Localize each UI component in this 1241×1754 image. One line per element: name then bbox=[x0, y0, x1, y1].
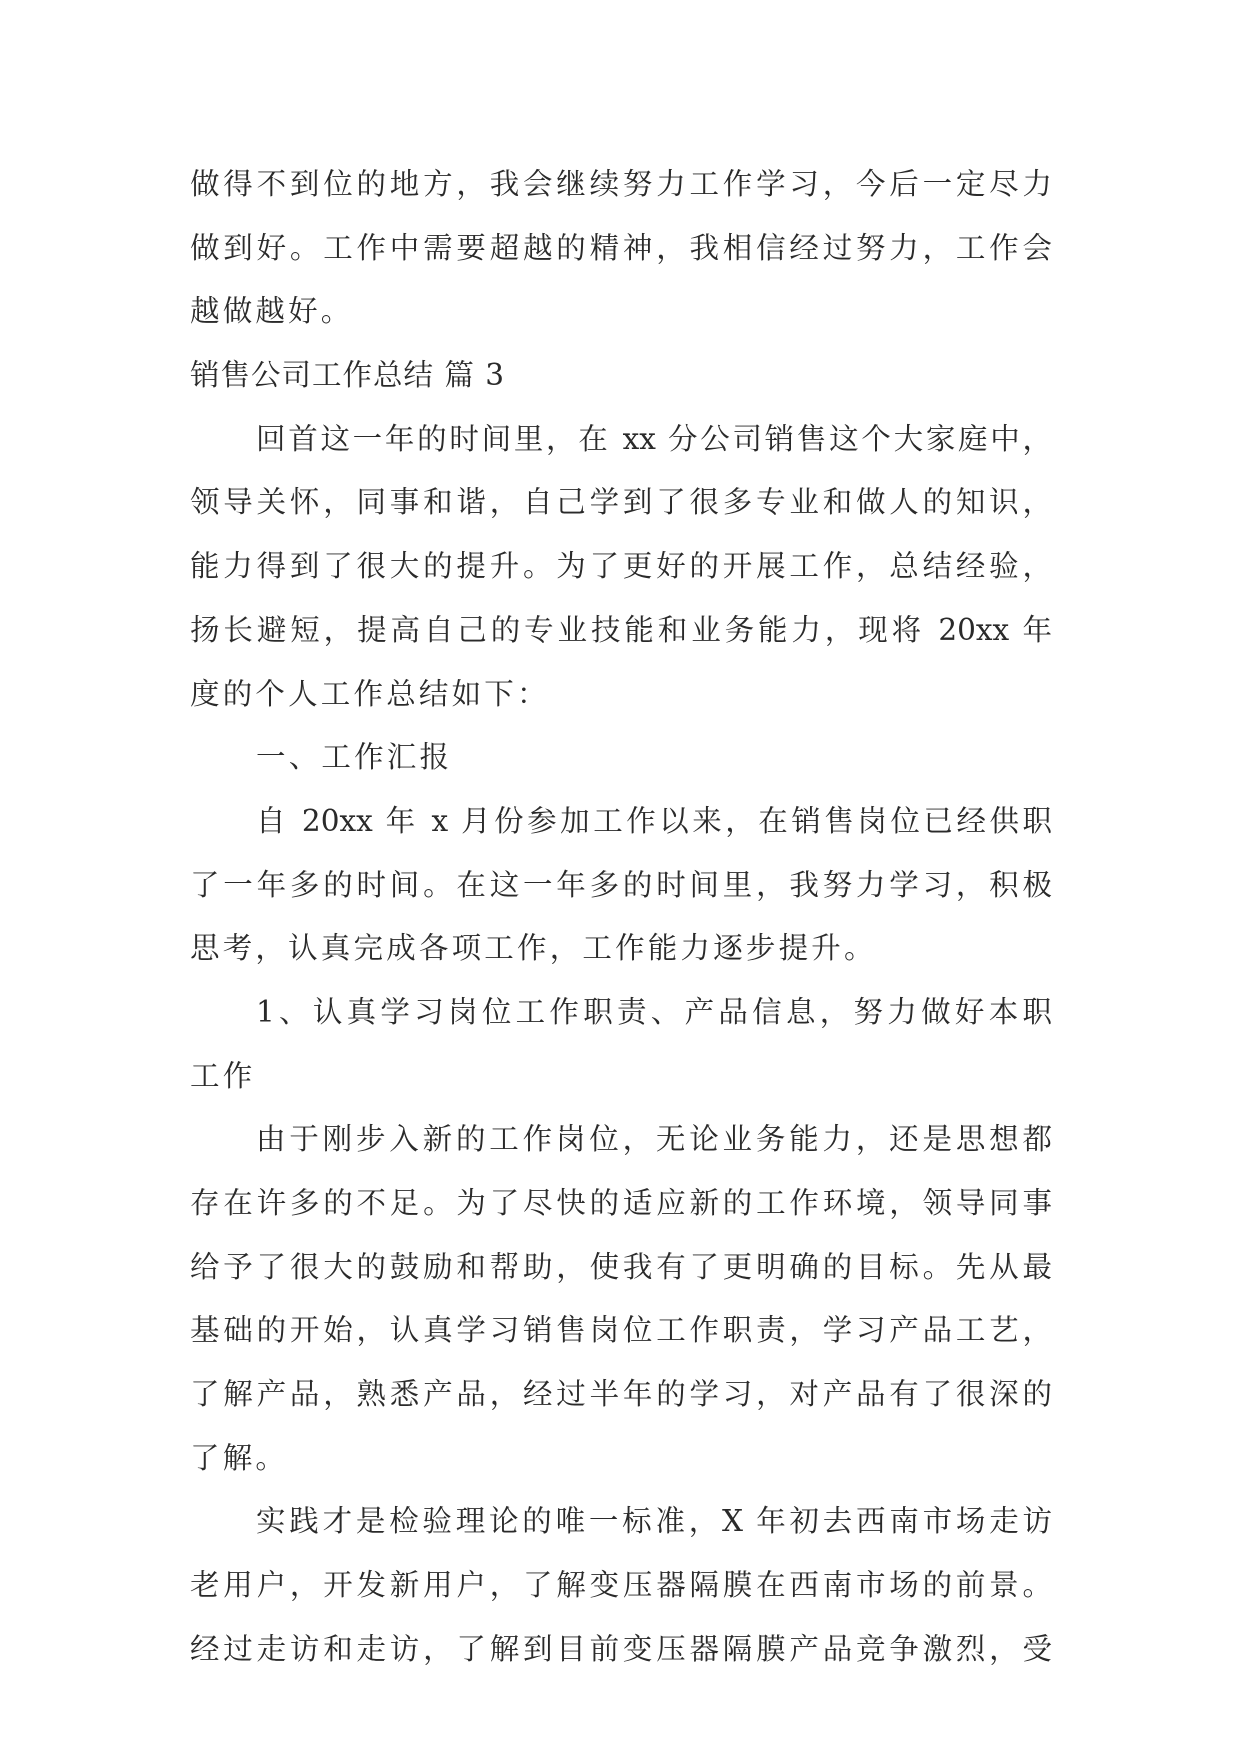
text-line: 思考，认真完成各项工作，工作能力逐步提升。 bbox=[190, 931, 877, 966]
paragraph-first-line: 由于刚步入新的工作岗位，无论业务能力，还是思想都 bbox=[256, 1122, 1052, 1157]
text-line: 度的个人工作总结如下： bbox=[190, 676, 550, 711]
text-line: 了解产品，熟悉产品，经过半年的学习，对产品有了很深的 bbox=[190, 1377, 1052, 1412]
text-line: 越做越好。 bbox=[190, 294, 354, 329]
numbered-item-heading: 1、认真学习岗位工作职责、产品信息，努力做好本职 bbox=[256, 994, 1052, 1029]
text-line: 经过走访和走访，了解到目前变压器隔膜产品竞争激烈，受 bbox=[190, 1631, 1052, 1666]
text-line: 做得不到位的地方，我会继续努力工作学习，今后一定尽力 bbox=[190, 167, 1052, 201]
paragraph-first-line: 自 20xx 年 x 月份参加工作以来，在销售岗位已经供职 bbox=[256, 803, 1052, 838]
text-line: 了一年多的时间。在这一年多的时间里，我努力学习，积极 bbox=[190, 867, 1052, 902]
text-line: 做到好。工作中需要超越的精神，我相信经过努力，工作会 bbox=[190, 230, 1052, 265]
text-line: 老用户，开发新用户，了解变压器隔膜在西南市场的前景。 bbox=[190, 1568, 1052, 1603]
subsection-heading: 一、工作汇报 bbox=[256, 740, 453, 775]
paragraph-first-line: 回首这一年的时间里，在 xx 分公司销售这个大家庭中， bbox=[256, 421, 1052, 456]
text-line: 基础的开始，认真学习销售岗位工作职责，学习产品工艺， bbox=[190, 1313, 1052, 1348]
paragraph-first-line: 实践才是检验理论的唯一标准，X 年初去西南市场走访 bbox=[256, 1504, 1052, 1539]
text-line: 领导关怀，同事和谐，自己学到了很多专业和做人的知识， bbox=[190, 485, 1052, 520]
text-line: 了解。 bbox=[190, 1440, 289, 1475]
section-heading: 销售公司工作总结 篇 3 bbox=[190, 358, 506, 393]
text-line: 工作 bbox=[190, 1058, 256, 1093]
text-line: 存在许多的不足。为了尽快的适应新的工作环境，领导同事 bbox=[190, 1186, 1052, 1220]
text-line: 给予了很大的鼓励和帮助，使我有了更明确的目标。先从最 bbox=[190, 1249, 1052, 1284]
text-line: 扬长避短，提高自己的专业技能和业务能力，现将 20xx 年 bbox=[190, 612, 1052, 647]
document-body bbox=[190, 153, 1052, 1682]
text-line: 能力得到了很大的提升。为了更好的开展工作，总结经验， bbox=[190, 549, 1052, 584]
